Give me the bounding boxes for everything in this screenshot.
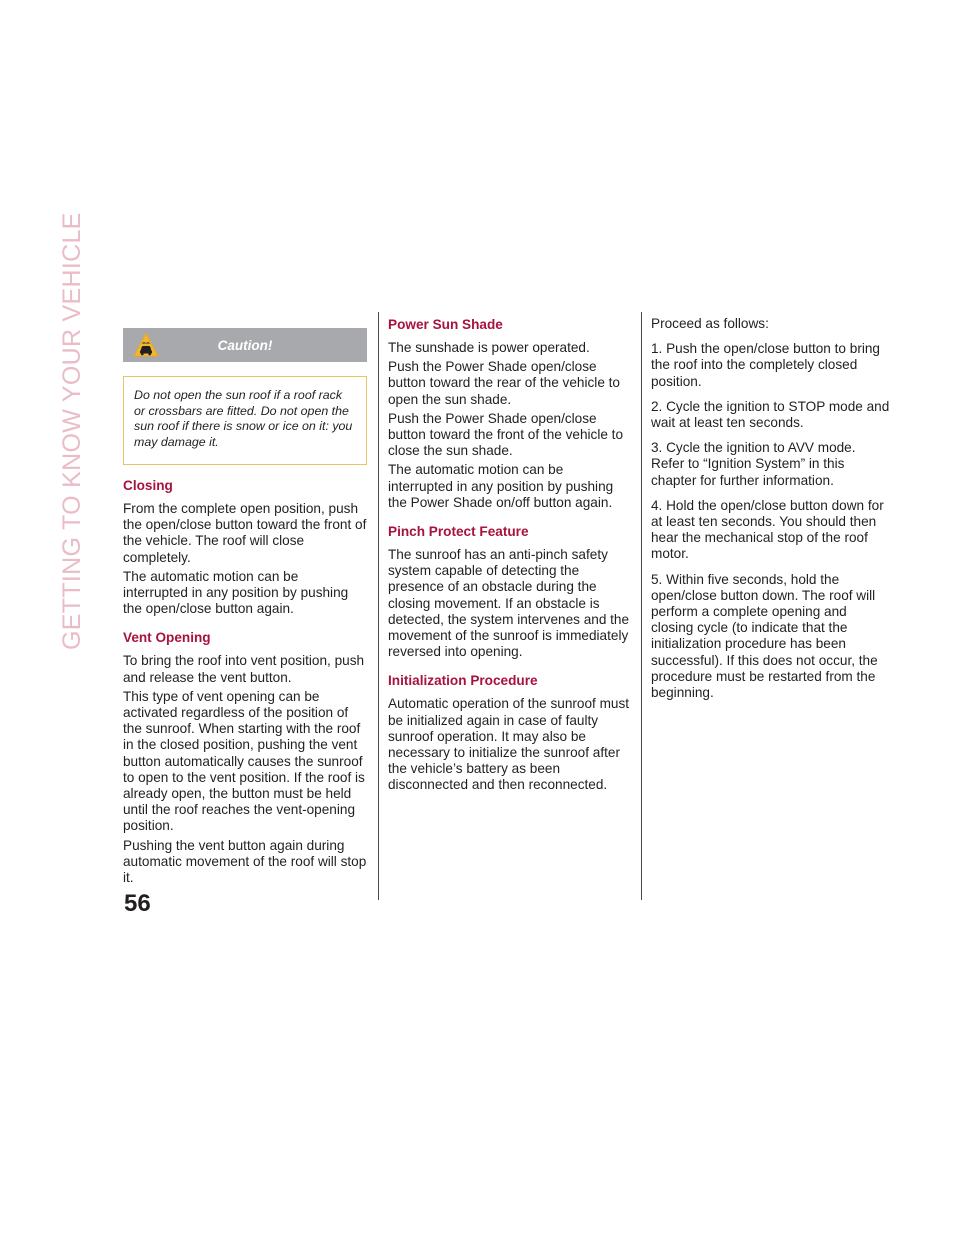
column-1 — [123, 316, 367, 889]
power-sun-shade-paragraph: Push the Power Shade open/close button toward the rear of the vehicle to open the sun shade. — [388, 359, 620, 407]
closing-heading: Closing — [123, 478, 173, 493]
vent-opening-heading: Vent Opening — [123, 630, 211, 646]
power-sun-shade-paragraph: Push the Power Shade open/close button toward the front of the vehicle to close the sun shade. — [388, 410, 624, 459]
caution-text: Do not open the sun roof if a roof rack or crossbars are fitted. Do not open the sun roof if there is snow or ice on it: you may damage it. — [123, 376, 367, 465]
procedure-intro: Proceed as follows: — [651, 316, 769, 331]
procedure-step: 5. Within five seconds, hold the open/close button down. The roof will perform a complete opening and closing cycle (to indicate that the initialization procedure has been successful). If this does not occur, the procedure must be restarted from the beginning. — [651, 571, 878, 701]
closing-paragraph: The automatic motion can be interrupted in any position by pushing the open/close button again. — [123, 568, 349, 617]
initialization-heading: Initialization Procedure — [388, 673, 538, 689]
chapter-side-tab: GETTING TO KNOW YOUR VEHICLE — [58, 212, 86, 650]
caution-header — [123, 328, 367, 362]
procedure-step: 4. Hold the open/close button down for at least ten seconds. You should then hear the mechanical stop of the roof motor. — [651, 497, 884, 562]
caution-title: Caution! — [217, 337, 273, 353]
pinch-protect-paragraph: The sunroof has an anti-pinch safety system capable of detecting the presence of an obstacle during the closing movement. If an obstacle is detected, the system intervenes and the movement of the sunroof is immediately reversed into opening. — [388, 547, 630, 660]
power-sun-shade-heading: Power Sun Shade — [388, 317, 503, 332]
column-3 — [651, 316, 891, 710]
column-divider — [641, 312, 642, 900]
power-sun-shade-paragraph: The sunshade is power operated. — [388, 340, 590, 355]
vent-opening-paragraph: To bring the roof into vent position, push and release the vent button. — [123, 653, 365, 685]
vent-opening-paragraph: Pushing the vent button again during automatic movement of the roof will stop it. — [123, 837, 367, 886]
car-sliding-warning-icon — [133, 332, 159, 358]
pinch-protect-heading: Pinch Protect Feature — [388, 524, 529, 540]
vent-opening-paragraph: This type of vent opening can be activated regardless of the position of the sunroof. When starting with the roof in the closed position, pushing the vent button automatically causes the sunroof to open to the vent position. If the roof is already open, the button must be held until the roof reaches the vent-opening position. — [123, 688, 365, 834]
initialization-paragraph: Automatic operation of the sunroof must be initialized again in case of faulty sunroof operation. It may also be necessary to initialize the sunroof after the vehicle’s battery as been disconnected and then reconnected. — [388, 696, 630, 793]
page-number: 56 — [124, 890, 151, 917]
column-divider — [378, 312, 379, 900]
procedure-step: 3. Cycle the ignition to AVV mode. Refer to “Ignition System” in this chapter for further information. — [651, 440, 856, 488]
procedure-step: 1. Push the open/close button to bring the roof into the completely closed position. — [651, 341, 880, 389]
closing-paragraph: From the complete open position, push the open/close button toward the front of the vehicle. The roof will close completely. — [123, 501, 367, 565]
power-sun-shade-paragraph: The automatic motion can be interrupted in any position by pushing the Power Shade on/off button again. — [388, 462, 614, 510]
procedure-step: 2. Cycle the ignition to STOP mode and wait at least ten seconds. — [651, 398, 890, 431]
column-2 — [388, 316, 630, 797]
